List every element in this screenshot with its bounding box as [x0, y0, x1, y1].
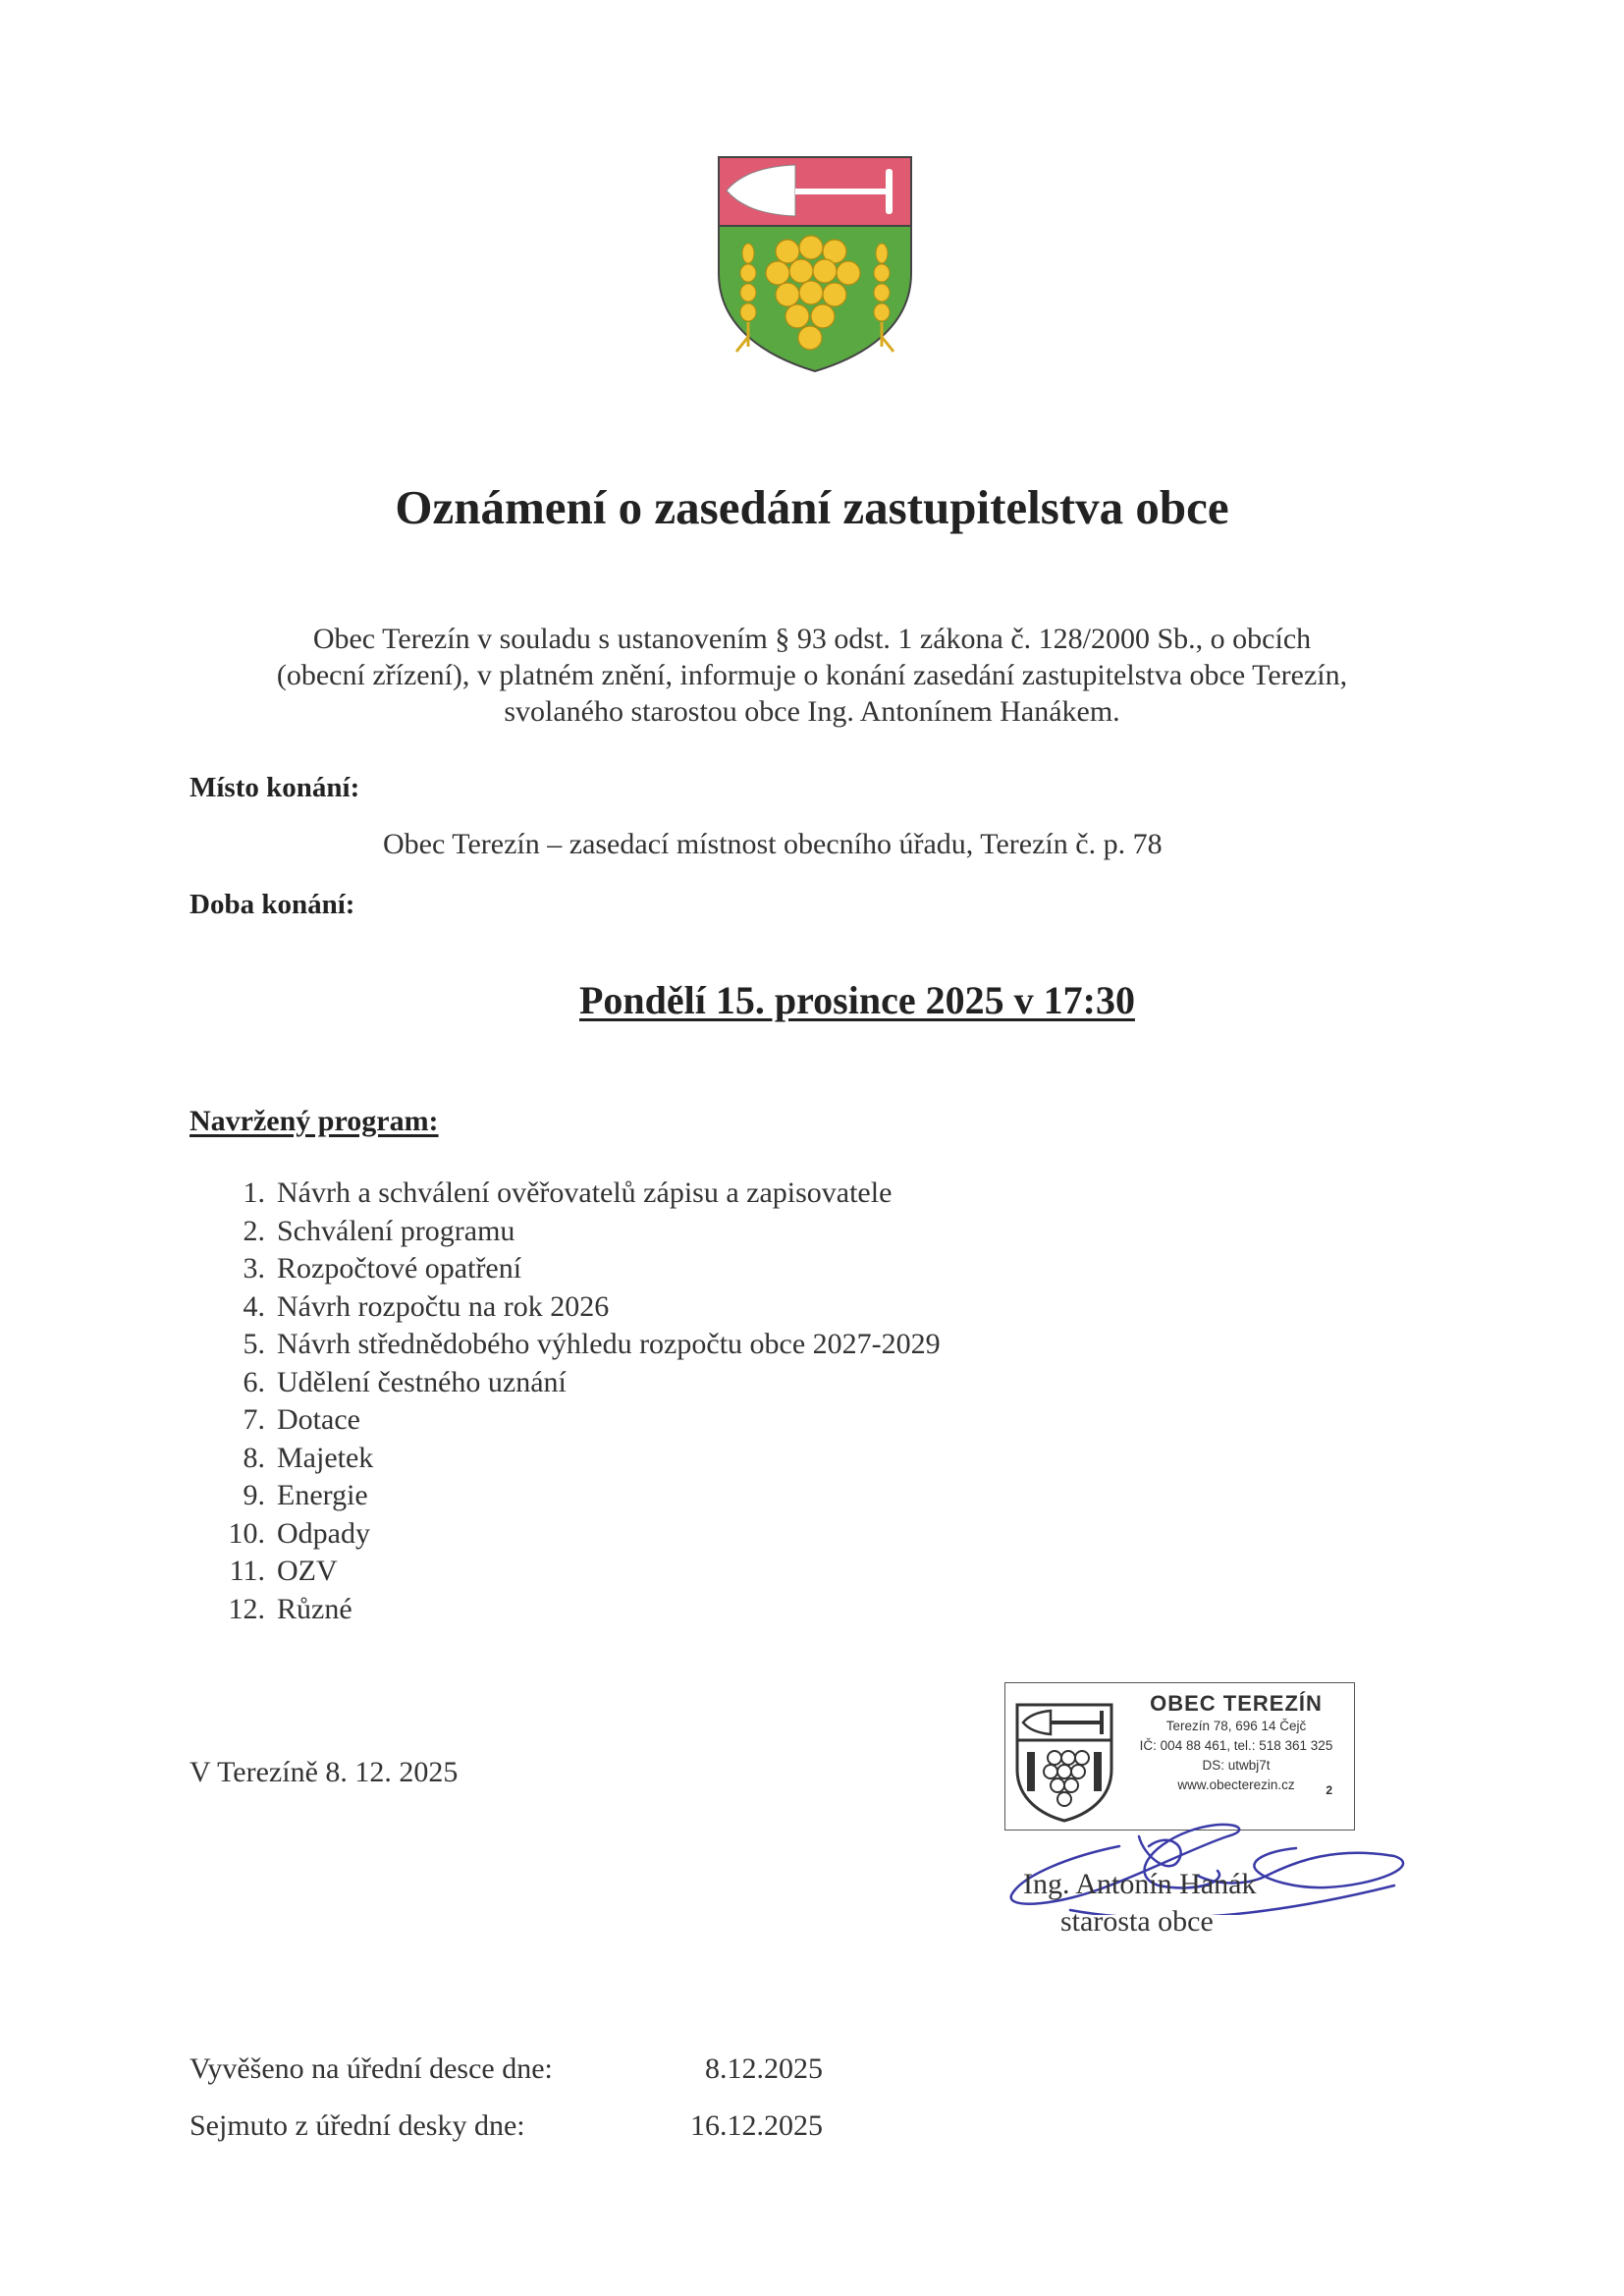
- agenda-item: [206, 1591, 941, 1629]
- time-label: Doba konání:: [189, 889, 355, 920]
- agenda-item-number: 12.: [228, 1592, 265, 1625]
- agenda-item-number: 7.: [243, 1403, 265, 1436]
- agenda-item: [206, 1477, 941, 1515]
- intro-line: svolaného starostou obce Ing. Antonínem Hanákem.: [504, 695, 1120, 728]
- agenda-item: [206, 1553, 941, 1591]
- meeting-datetime: Pondělí 15. prosince 2025 v 17:30: [579, 978, 1135, 1022]
- agenda-item-number: 8.: [243, 1441, 265, 1474]
- posting-row: [189, 2109, 823, 2166]
- agenda-item-text: Návrh rozpočtu na rok 2026: [277, 1289, 610, 1323]
- agenda-item-text: Návrh a schválení ověřovatelů zápisu a zapisovatele: [277, 1176, 893, 1209]
- posting-date: 8.12.2025: [705, 2052, 823, 2085]
- agenda-item: [206, 1364, 941, 1402]
- posting-date: 16.12.2025: [690, 2109, 823, 2142]
- venue-value: Obec Terezín – zasedací místnost obecního úřadu, Terezín č. p. 78: [383, 828, 1163, 860]
- posting-row: [189, 2052, 823, 2109]
- agenda-item-number: 1.: [243, 1176, 265, 1209]
- agenda-item: [206, 1288, 941, 1327]
- stamp-title: OBEC TEREZÍN: [1150, 1691, 1323, 1716]
- signer-role: starosta obce: [1060, 1905, 1214, 1938]
- agenda-item: [206, 1175, 941, 1213]
- agenda-item-number: 4.: [243, 1289, 265, 1323]
- agenda-item-number: 3.: [243, 1252, 265, 1285]
- intro-line: (obecní zřízení), v platném znění, informuje o konání zasedání zastupitelstva obce Terezín,: [276, 659, 1348, 691]
- agenda-item: [206, 1401, 941, 1440]
- stamp-ids: IČ: 004 88 461, tel.: 518 361 325: [1139, 1738, 1333, 1753]
- intro-paragraph: [177, 621, 1447, 730]
- place-and-date: V Terezíně 8. 12. 2025: [189, 1756, 459, 1788]
- agenda-item-text: Návrh střednědobého výhledu rozpočtu obce 2027-2029: [277, 1328, 941, 1360]
- agenda-item-text: OZV: [277, 1555, 338, 1587]
- agenda-item-number: 6.: [243, 1365, 265, 1398]
- signer-block: [1023, 1866, 1256, 1941]
- stamp-web: www.obecterezin.cz: [1177, 1777, 1295, 1792]
- agenda-list: [206, 1175, 941, 1628]
- stamp-address: Terezín 78, 696 14 Čejč: [1165, 1719, 1307, 1733]
- agenda-item: [206, 1326, 941, 1364]
- agenda-item-text: Udělení čestného uznání: [277, 1365, 567, 1398]
- program-heading: Navržený program:: [189, 1105, 439, 1137]
- coat-of-arms-icon: [717, 155, 913, 373]
- agenda-item: [206, 1440, 941, 1478]
- intro-line: Obec Terezín v souladu s ustanovením § 93 odst. 1 zákona č. 128/2000 Sb., o obcích: [312, 623, 1312, 655]
- venue-label: Místo konání:: [189, 772, 360, 803]
- agenda-item-text: Majetek: [277, 1441, 374, 1474]
- agenda-item-text: Energie: [277, 1479, 368, 1511]
- agenda-item-number: 5.: [243, 1328, 265, 1360]
- page-title: Oznámení o zasedání zastupitelstva obce: [395, 480, 1229, 534]
- agenda-item-text: Rozpočtové opatření: [277, 1252, 522, 1285]
- posting-label: Sejmuto z úřední desky dne:: [189, 2109, 525, 2142]
- posting-label: Vyvěšeno na úřední desce dne:: [189, 2052, 553, 2085]
- agenda-item-text: Dotace: [277, 1403, 360, 1436]
- agenda-item-number: 9.: [243, 1479, 265, 1511]
- agenda-item: [206, 1515, 941, 1554]
- signer-name: Ing. Antonín Hanák: [1023, 1868, 1257, 1900]
- stamp-ds: DS: utwbj7t: [1202, 1758, 1271, 1773]
- posting-record: [189, 2052, 823, 2166]
- agenda-item-text: Odpady: [277, 1516, 370, 1550]
- stamp-number: 2: [1326, 1783, 1332, 1797]
- agenda-item-number: 2.: [243, 1214, 265, 1247]
- agenda-item: [206, 1213, 941, 1251]
- agenda-item-number: 10.: [228, 1516, 265, 1550]
- agenda-item-text: Schválení programu: [277, 1214, 515, 1247]
- agenda-item: [206, 1250, 941, 1288]
- agenda-item-number: 11.: [229, 1555, 265, 1587]
- agenda-item-text: Různé: [277, 1592, 352, 1625]
